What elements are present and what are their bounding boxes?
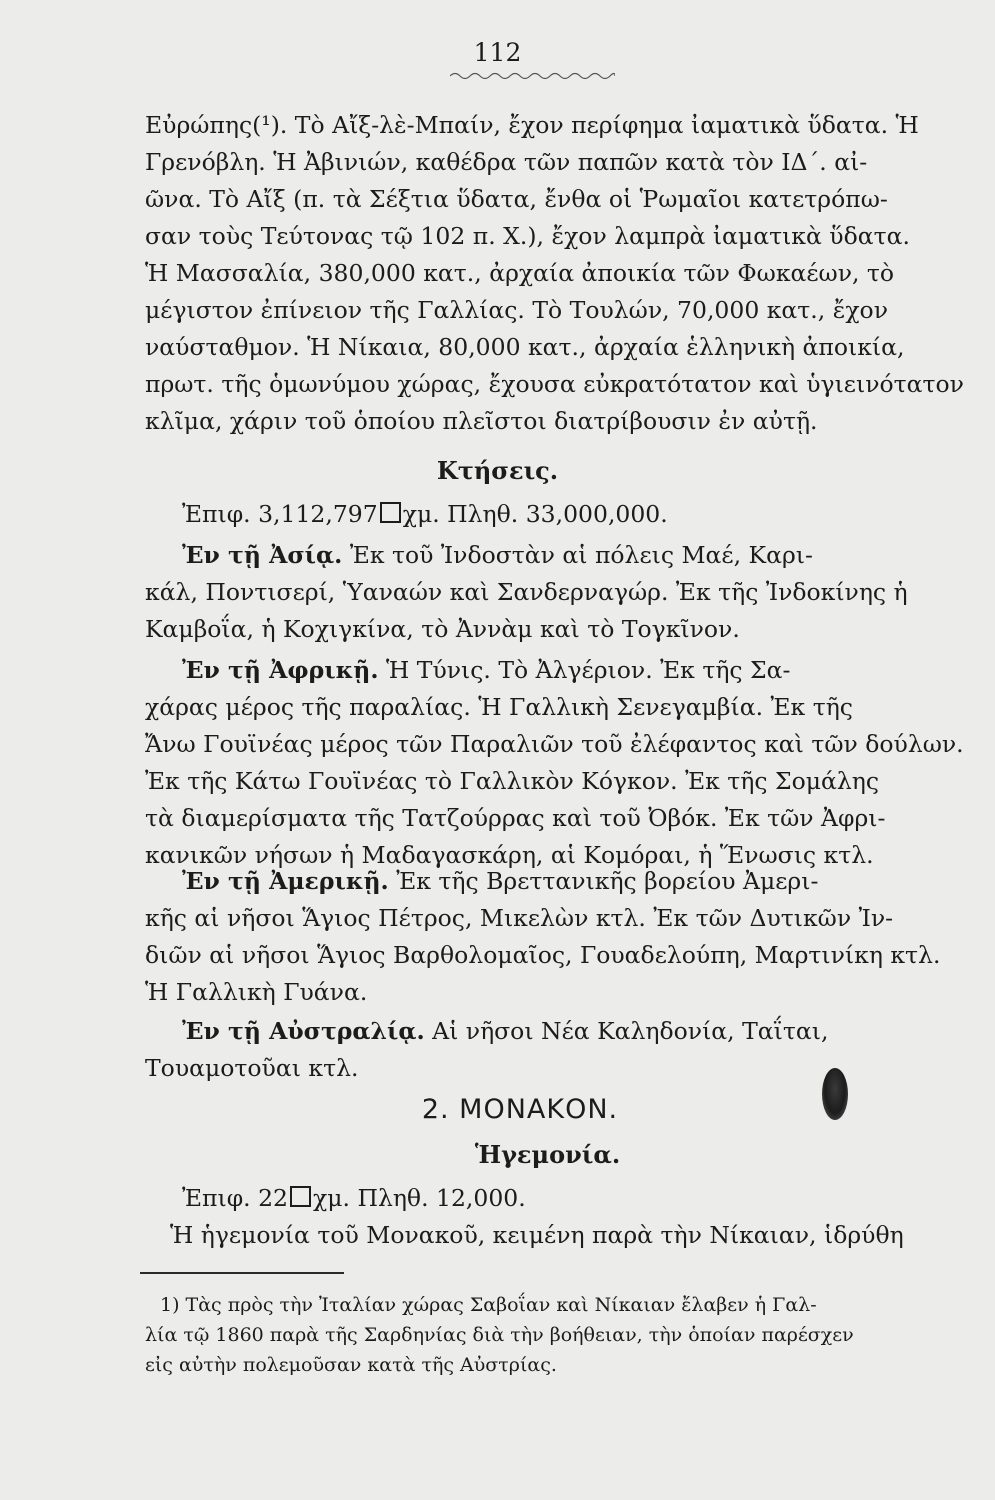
- wavy-ornament: [450, 70, 615, 82]
- america-label: Ἐν τῇ Ἀμερικῇ.: [182, 867, 389, 895]
- africa-text: Ἡ Τύνις. Τὸ Ἀλγέριον. Ἐκ τῆς Σα-: [386, 656, 791, 684]
- text-line: πρωτ. τῆς ὁμωνύμου χώρας, ἔχουσα εὐκρατότατον καὶ ὑγιεινότατον: [145, 370, 964, 398]
- text-line: Εὐρώπης(¹). Τὸ Αἴξ-λὲ-Μπαίν, ἔχον περίφημα ἰαματικὰ ὕδατα. Ἡ: [145, 111, 919, 139]
- chapter-title: 2. ΜΟΝΑΚΟΝ.: [421, 1094, 619, 1125]
- area-unit: χμ. Πληθ. 33,000,000.: [402, 500, 668, 528]
- asia-label: Ἐν τῇ Ἀσίᾳ.: [182, 541, 343, 569]
- text-line: Γρενόβλη. Ἡ Ἀβινιών, καθέδρα τῶν παπῶν κατὰ τὸν ΙΔ΄. αἰ-: [145, 148, 868, 176]
- text-line: κάλ, Ποντισερί, Ὑαναών καὶ Σανδερναγώρ. Ἐκ τῆς Ἰνδοκίνης ἡ: [145, 578, 908, 606]
- text-line: Ἡ Γαλλικὴ Γυάνα.: [145, 978, 368, 1006]
- australia-label: Ἐν τῇ Αὐστραλίᾳ.: [182, 1017, 425, 1045]
- square-unit-icon: [290, 1186, 311, 1207]
- text-line: Τουαμοτοῦαι κτλ.: [145, 1054, 359, 1082]
- text-line: Καμβοΐα, ἡ Κοχιγκίνα, τὸ Ἀννὰμ καὶ τὸ Τογκῖνον.: [145, 615, 740, 643]
- text-line: χάρας μέρος τῆς παραλίας. Ἡ Γαλλικὴ Σενεγαμβία. Ἐκ τῆς: [145, 693, 853, 721]
- text-line: ῶνα. Τὸ Αἴξ (π. τὰ Σέξτια ὕδατα, ἔνθα οἱ Ῥωμαῖοι κατετρόπω-: [145, 185, 888, 213]
- footnote-divider: [140, 1272, 344, 1274]
- text-line: Ἐκ τῆς Κάτω Γουϊνέας τὸ Γαλλικὸν Κόγκον. Ἐκ τῆς Σομάλης: [145, 767, 880, 795]
- monaco-area: Ἐπιφ. 22: [182, 1184, 289, 1212]
- text-line: Ἄνω Γουϊνέας μέρος τῶν Παραλιῶν τοῦ ἐλέφαντος καὶ τῶν δούλων.: [145, 730, 964, 758]
- australia-line: [182, 1016, 942, 1046]
- text-line: Ἡ Μασσαλία, 380,000 κατ., ἀρχαία ἀποικία τῶν Φωκαέων, τὸ: [145, 259, 895, 287]
- asia-text: Ἐκ τοῦ Ἰνδοστὰν αἱ πόλεις Μαέ, Καρι-: [349, 541, 813, 569]
- monaco-stats: [182, 1183, 942, 1213]
- america-text: Ἐκ τῆς Βρεττανικῆς βορείου Ἀμερι-: [396, 867, 819, 895]
- america-line: [182, 866, 942, 896]
- text-line: μέγιστον ἐπίνειον τῆς Γαλλίας. Τὸ Τουλών, 70,000 κατ., ἔχον: [145, 296, 888, 324]
- footnote-line: εἰς αὐτὴν πολεμοῦσαν κατὰ τῆς Αὐστρίας.: [145, 1354, 557, 1376]
- africa-line: [182, 655, 942, 685]
- area-value: Ἐπιφ. 3,112,797: [182, 500, 378, 528]
- text-line: σαν τοὺς Τεύτονας τῷ 102 π. Χ.), ἔχον λαμπρὰ ἰαματικὰ ὕδατα.: [145, 222, 910, 250]
- subsection-title: Ἡγεμονία.: [474, 1140, 621, 1169]
- footnote-line: λία τῷ 1860 παρὰ τῆς Σαρδηνίας διὰ τὴν βοήθειαν, τὴν ὁποίαν παρέσχεν: [145, 1324, 854, 1346]
- text-line: διῶν αἱ νῆσοι Ἅγιος Βαρθολομαῖος, Γουαδελούπη, Μαρτινίκη κτλ.: [145, 941, 941, 969]
- asia-line: [182, 540, 942, 570]
- text-line: κανικῶν νήσων ἡ Μαδαγασκάρη, αἱ Κομόραι, ἡ Ἕνωσις κτλ.: [145, 841, 874, 869]
- section-title: Κτήσεις.: [436, 456, 559, 485]
- monaco-unit: χμ. Πληθ. 12,000.: [313, 1184, 526, 1212]
- footnote-line: 1) Τὰς πρὸς τὴν Ἰταλίαν χώρας Σαβοΐαν καὶ Νίκαιαν ἔλαβεν ἡ Γαλ-: [160, 1294, 817, 1316]
- text-line: κλῖμα, χάριν τοῦ ὁποίου πλεῖστοι διατρίβουσιν ἐν αὐτῇ.: [145, 407, 818, 435]
- text-line: ναύσταθμον. Ἡ Νίκαια, 80,000 κατ., ἀρχαία ἑλληνικὴ ἀποικία,: [145, 333, 905, 361]
- square-unit-icon: [380, 502, 401, 523]
- area-stats: [182, 499, 942, 529]
- text-line: Ἡ ἡγεμονία τοῦ Μονακοῦ, κειμένη παρὰ τὴν Νίκαιαν, ἱδρύθη: [170, 1221, 904, 1249]
- text-line: κῆς αἱ νῆσοι Ἅγιος Πέτρος, Μικελὼν κτλ. Ἐκ τῶν Δυτικῶν Ἰν-: [145, 904, 894, 932]
- text-line: τὰ διαμερίσματα τῆς Τατζούρρας καὶ τοῦ Ὀβόκ. Ἐκ τῶν Ἀφρι-: [145, 804, 886, 832]
- australia-text: Αἱ νῆσοι Νέα Καληδονία, Ταΐται,: [432, 1017, 829, 1045]
- page-number: 112: [473, 38, 522, 67]
- africa-label: Ἐν τῇ Ἀφρικῇ.: [182, 656, 379, 684]
